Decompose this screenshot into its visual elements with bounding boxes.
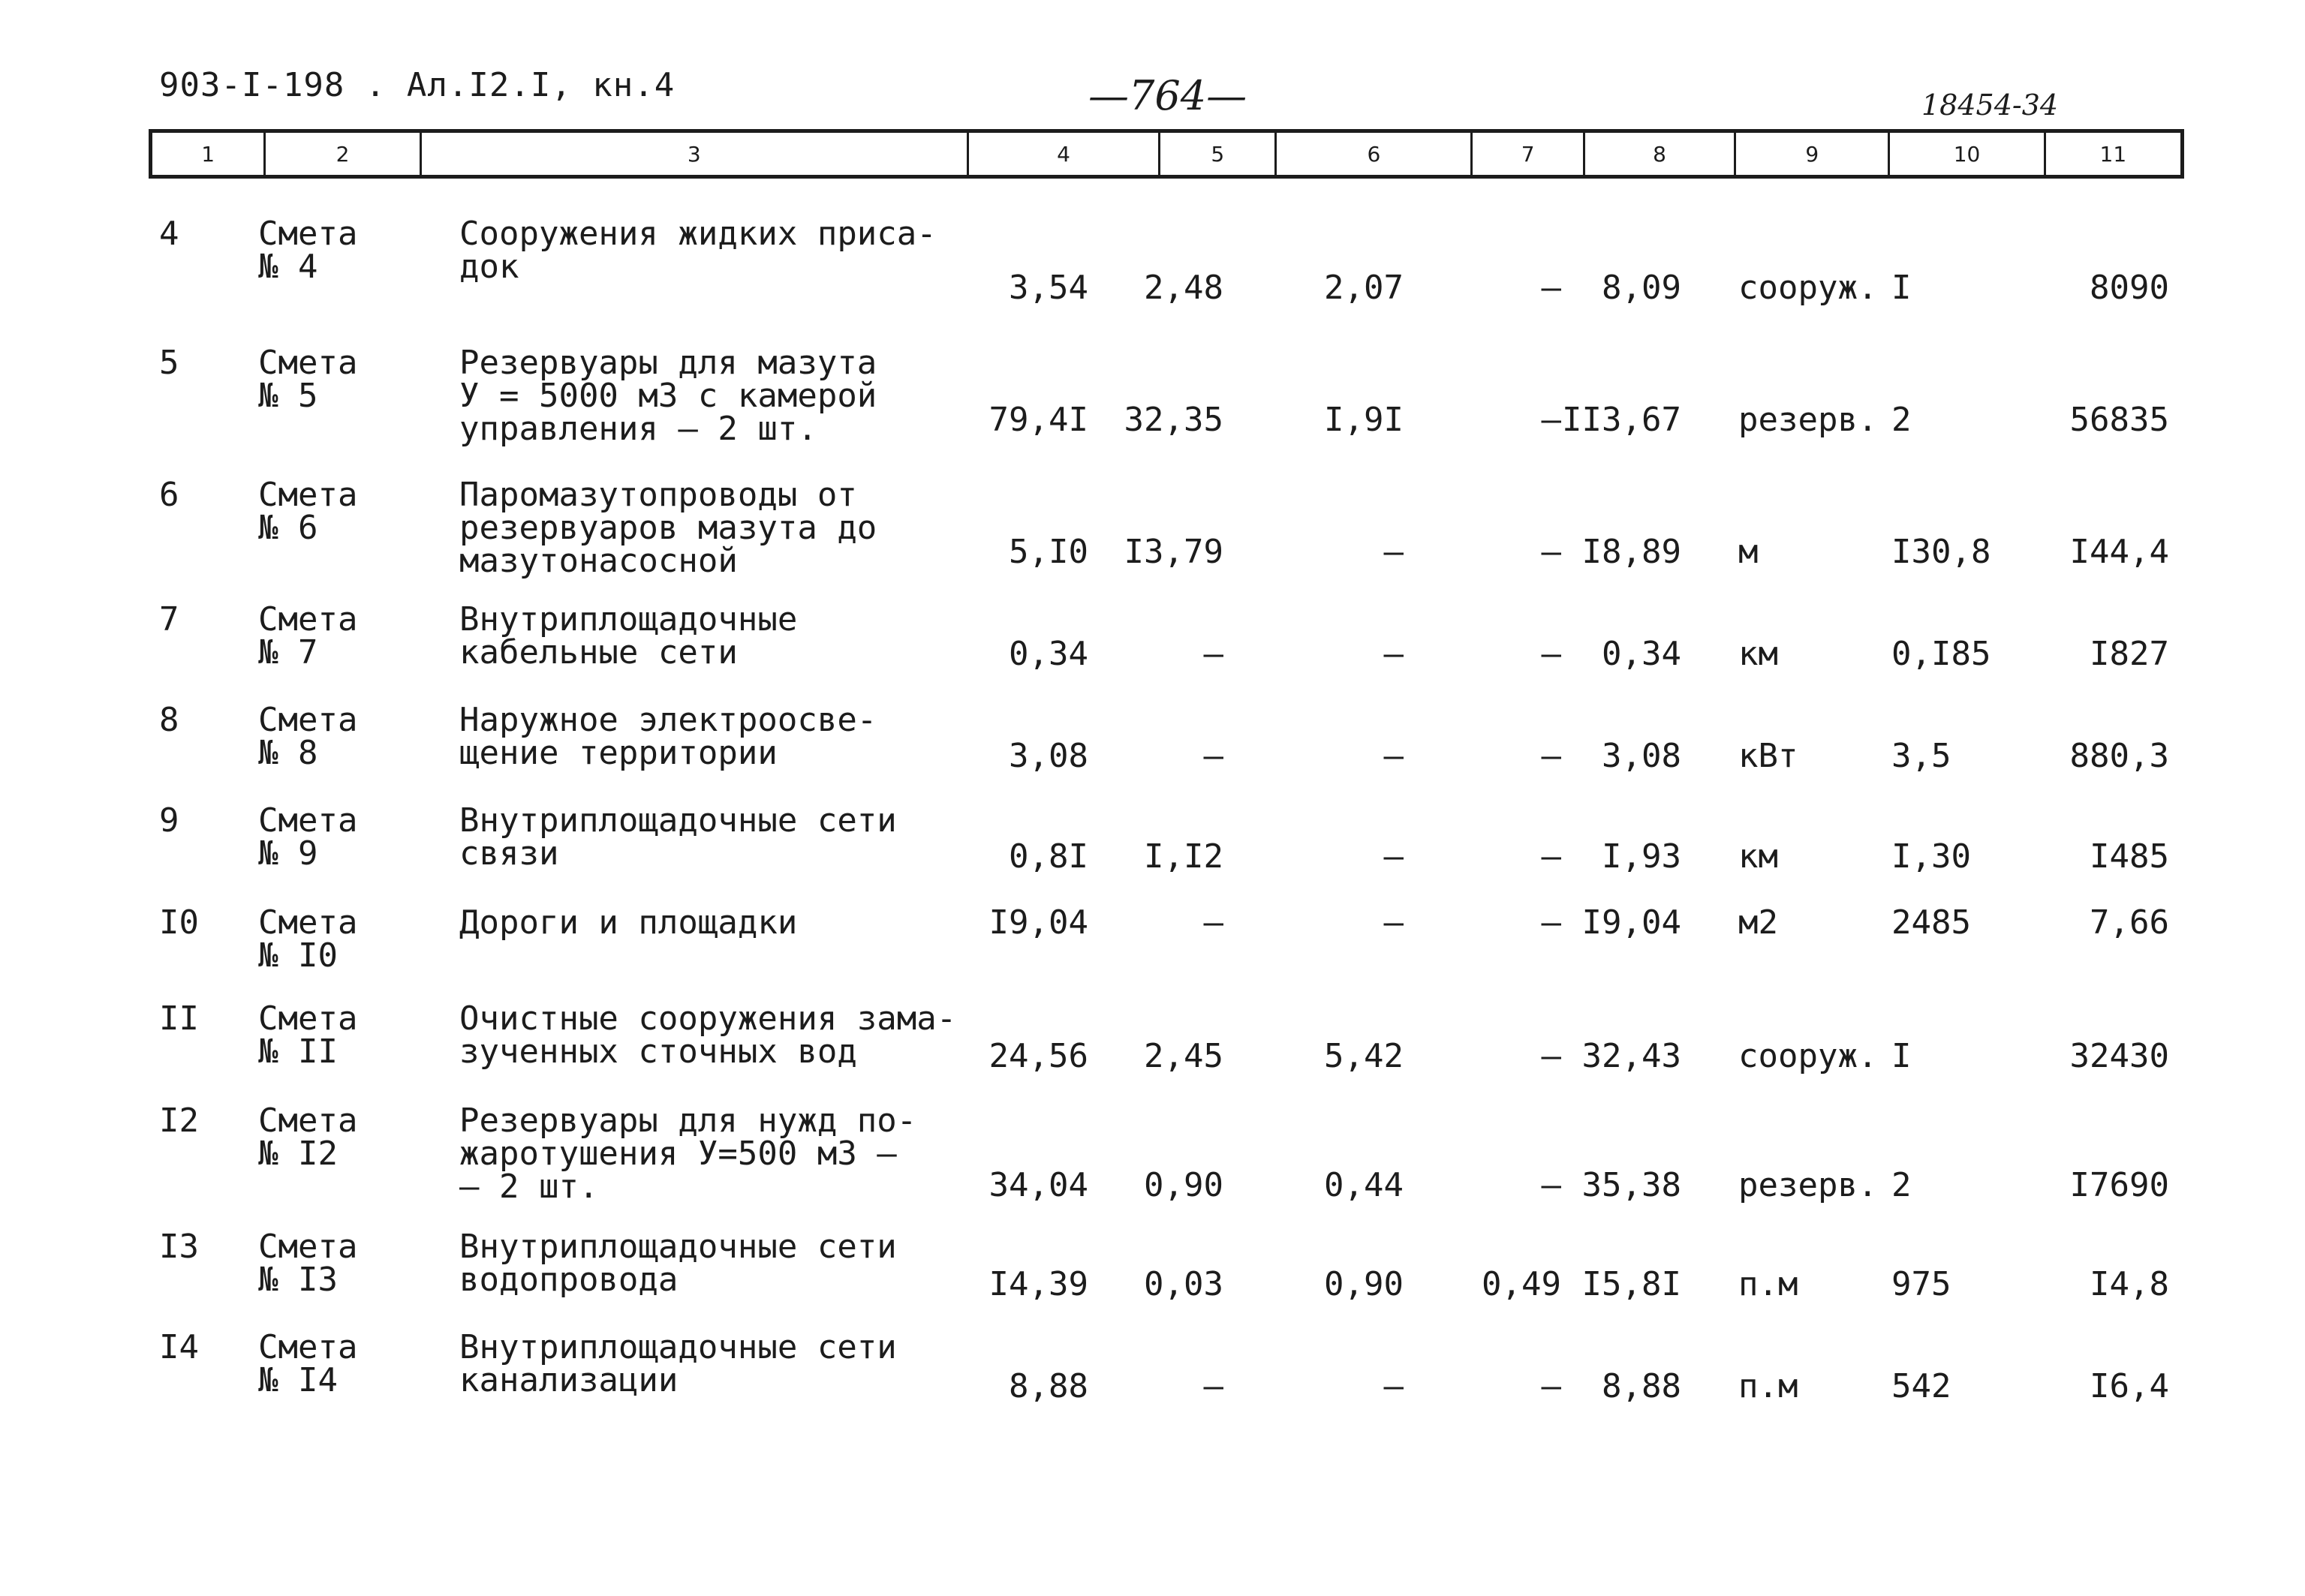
estimate-reference: Смета № 9 — [258, 801, 358, 873]
unit-cost: I6,4 — [2090, 1367, 2169, 1405]
value-col-7: – — [1541, 1037, 1561, 1075]
value-col-4: 79,4I — [989, 401, 1088, 439]
row-number: I2 — [159, 1102, 199, 1140]
column-header-9: 9 — [1736, 133, 1890, 175]
unit-of-measure: км — [1738, 635, 1778, 673]
estimate-reference: Смета № I2 — [258, 1102, 358, 1173]
estimate-reference: Смета № I3 — [258, 1228, 358, 1299]
row-number: I0 — [159, 903, 199, 942]
value-col-4: 34,04 — [989, 1166, 1088, 1204]
column-number-header — [149, 129, 2184, 179]
column-header-8: 8 — [1585, 133, 1736, 175]
unit-of-measure: п.м — [1738, 1367, 1798, 1405]
item-name: Внутриплощадочные кабельные сети — [459, 600, 798, 672]
item-name: Паромазутопроводы от резервуаров мазута до мазутонасосной — [459, 476, 877, 580]
quantity: 0,I85 — [1891, 635, 1991, 673]
value-col-8-total: 0,34 — [1602, 635, 1681, 673]
column-header-10: 10 — [1890, 133, 2045, 175]
unit-of-measure: м — [1738, 533, 1759, 571]
row-number: I4 — [159, 1328, 199, 1366]
unit-cost: I7690 — [2069, 1166, 2169, 1204]
value-col-7: – — [1541, 1166, 1561, 1204]
unit-cost: I827 — [2090, 635, 2169, 673]
unit-cost: 880,3 — [2069, 737, 2169, 775]
archive-number: 18454-34 — [1921, 89, 2059, 122]
item-name: Внутриплощадочные сети канализации — [459, 1328, 897, 1399]
value-col-4: 5,I0 — [1009, 533, 1088, 571]
value-col-8-total: I9,04 — [1581, 903, 1681, 942]
quantity: 975 — [1891, 1265, 1951, 1303]
value-col-6: I,9I — [1324, 401, 1404, 439]
estimate-reference: Смета № II — [258, 999, 358, 1071]
quantity: 2485 — [1891, 903, 1971, 942]
quantity: 542 — [1891, 1367, 1951, 1405]
estimate-reference: Смета № 7 — [258, 600, 358, 672]
value-col-6: 2,07 — [1324, 269, 1404, 307]
quantity: I — [1891, 269, 1912, 307]
value-col-8-total: 8,88 — [1602, 1367, 1681, 1405]
row-number: 5 — [159, 344, 179, 382]
estimate-reference: Смета № 4 — [258, 215, 358, 286]
value-col-4: I9,04 — [989, 903, 1088, 942]
value-col-7: – — [1541, 269, 1561, 307]
unit-cost: 56835 — [2069, 401, 2169, 439]
unit-cost: I44,4 — [2069, 533, 2169, 571]
value-col-8-total: I5,8I — [1581, 1265, 1681, 1303]
document-code: 903-I-198 . Ал.I2.I, кн.4 — [159, 66, 676, 104]
quantity: 2 — [1891, 1166, 1912, 1204]
value-col-6: – — [1383, 737, 1404, 775]
row-number: 7 — [159, 600, 179, 639]
unit-of-measure: м2 — [1738, 903, 1778, 942]
unit-of-measure: резерв. — [1738, 401, 1878, 439]
value-col-7: – — [1541, 737, 1561, 775]
value-col-5: – — [1203, 635, 1223, 673]
value-col-4: 8,88 — [1009, 1367, 1088, 1405]
value-col-6: – — [1383, 837, 1404, 876]
value-col-8-total: 32,43 — [1581, 1037, 1681, 1075]
unit-of-measure: км — [1738, 837, 1778, 876]
row-number: 9 — [159, 801, 179, 840]
value-col-5: I,I2 — [1144, 837, 1223, 876]
value-col-8-total: 3,08 — [1602, 737, 1681, 775]
item-name: Дороги и площадки — [459, 903, 798, 942]
value-col-5: – — [1203, 737, 1223, 775]
unit-of-measure: сооруж. — [1738, 1037, 1878, 1075]
value-col-5: 32,35 — [1124, 401, 1223, 439]
page-header — [0, 0, 2305, 128]
item-name: Внутриплощадочные сети связи — [459, 801, 897, 873]
estimate-reference: Смета № 6 — [258, 476, 358, 547]
value-col-5: 0,03 — [1144, 1265, 1223, 1303]
unit-cost: 32430 — [2069, 1037, 2169, 1075]
value-col-7: – — [1541, 401, 1561, 439]
quantity: I,30 — [1891, 837, 1971, 876]
value-col-6: – — [1383, 1367, 1404, 1405]
column-header-6: 6 — [1277, 133, 1473, 175]
item-name: Наружное электроосве- щение территории — [459, 701, 877, 772]
value-col-4: 24,56 — [989, 1037, 1088, 1075]
unit-cost: 8090 — [2090, 269, 2169, 307]
row-number: I3 — [159, 1228, 199, 1266]
column-header-2: 2 — [266, 133, 421, 175]
value-col-8-total: 8,09 — [1602, 269, 1681, 307]
item-name: Резервуары для нужд по- жаротушения У=500 м3 – – 2 шт. — [459, 1102, 917, 1206]
item-name: Резервуары для мазута У = 5000 м3 с камерой управления – 2 шт. — [459, 344, 877, 448]
value-col-7: – — [1541, 1367, 1561, 1405]
row-number: II — [159, 999, 199, 1038]
column-header-1: 1 — [152, 133, 266, 175]
value-col-5: 2,48 — [1144, 269, 1223, 307]
value-col-7: – — [1541, 533, 1561, 571]
unit-of-measure: резерв. — [1738, 1166, 1878, 1204]
value-col-4: 0,34 — [1009, 635, 1088, 673]
quantity: 2 — [1891, 401, 1912, 439]
value-col-8-total: II3,67 — [1562, 401, 1681, 439]
value-col-4: 3,08 — [1009, 737, 1088, 775]
unit-cost: 7,66 — [2090, 903, 2169, 942]
value-col-8-total: I,93 — [1602, 837, 1681, 876]
value-col-8-total: 35,38 — [1581, 1166, 1681, 1204]
value-col-6: 0,44 — [1324, 1166, 1404, 1204]
value-col-5: – — [1203, 1367, 1223, 1405]
value-col-5: – — [1203, 903, 1223, 942]
value-col-8-total: I8,89 — [1581, 533, 1681, 571]
row-number: 6 — [159, 476, 179, 514]
value-col-7: – — [1541, 903, 1561, 942]
value-col-6: 5,42 — [1324, 1037, 1404, 1075]
estimate-reference: Смета № 8 — [258, 701, 358, 772]
column-header-7: 7 — [1473, 133, 1584, 175]
quantity: I30,8 — [1891, 533, 1991, 571]
value-col-7: – — [1541, 635, 1561, 673]
column-header-4: 4 — [969, 133, 1160, 175]
value-col-7: – — [1541, 837, 1561, 876]
unit-cost: I485 — [2090, 837, 2169, 876]
quantity: 3,5 — [1891, 737, 1951, 775]
estimate-reference: Смета № 5 — [258, 344, 358, 415]
row-number: 4 — [159, 215, 179, 253]
estimate-reference: Смета № I4 — [258, 1328, 358, 1399]
value-col-6: 0,90 — [1324, 1265, 1404, 1303]
row-number: 8 — [159, 701, 179, 739]
item-name: Внутриплощадочные сети водопровода — [459, 1228, 897, 1299]
value-col-5: 0,90 — [1144, 1166, 1223, 1204]
unit-of-measure: п.м — [1738, 1265, 1798, 1303]
value-col-4: I4,39 — [989, 1265, 1088, 1303]
value-col-6: – — [1383, 903, 1404, 942]
value-col-5: I3,79 — [1124, 533, 1223, 571]
unit-of-measure: сооруж. — [1738, 269, 1878, 307]
unit-cost: I4,8 — [2090, 1265, 2169, 1303]
value-col-7: 0,49 — [1482, 1265, 1561, 1303]
item-name: Сооружения жидких приса- док — [459, 215, 937, 286]
column-header-11: 11 — [2099, 141, 2127, 167]
value-col-6: – — [1383, 635, 1404, 673]
column-header-3: 3 — [422, 133, 969, 175]
value-col-5: 2,45 — [1144, 1037, 1223, 1075]
page-number: —764— — [1088, 72, 1247, 119]
value-col-4: 3,54 — [1009, 269, 1088, 307]
unit-of-measure: кВт — [1738, 737, 1798, 775]
quantity: I — [1891, 1037, 1912, 1075]
value-col-4: 0,8I — [1009, 837, 1088, 876]
column-header-5: 5 — [1160, 133, 1277, 175]
value-col-6: – — [1383, 533, 1404, 571]
estimate-reference: Смета № I0 — [258, 903, 358, 975]
item-name: Очистные сооружения зама- зученных сточных вод — [459, 999, 957, 1071]
